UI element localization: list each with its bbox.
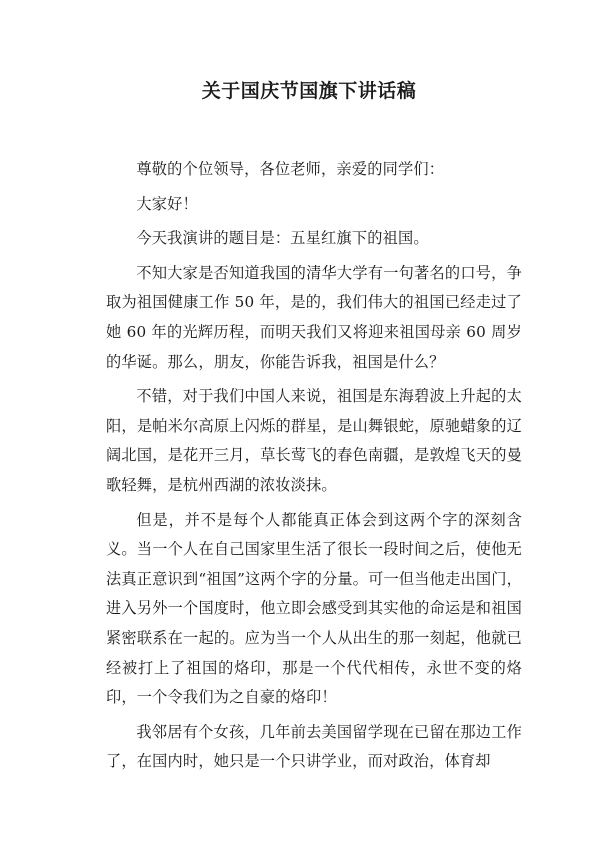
- document-body: [106, 155, 522, 777]
- paragraph-topic: 今天我演讲的题目是：五星红旗下的祖国。: [136, 229, 429, 248]
- paragraph-motherland: 不错，对于我们中国人来说，祖国是东海碧波上升起的太阳，是帕米尔高原上闪烁的群星，是山舞银蛇，原驰蜡象的辽阔北国，是花开三月，草长莺飞的春色南疆，是敦煌飞天的曼歌轻舞，是杭州西湖的浓妆淡抹。: [106, 387, 522, 494]
- document-title: 关于国庆节国旗下讲话稿: [201, 80, 417, 102]
- paragraph-neighbor: 我邻居有个女孩，几年前去美国留学现在已留在那边工作了，在国内时，她只是一个只讲学业，而对政治，体育却: [106, 722, 522, 771]
- paragraph-slogan: 不知大家是否知道我国的清华大学有一句著名的口号，争取为祖国健康工作 50 年，是的，我们伟大的祖国已经走过了她 60 年的光辉历程，而明天我们又将迎来祖国母亲 60 周岁的华诞。那么，朋友，你能告诉我，祖国是什么？: [106, 263, 522, 371]
- paragraph-meaning: 但是，并不是每个人都能真正体会到这两个字的深刻含义。当一个人在自己国家里生活了很长一段时间之后，使他无法真正意识到“祖国”这两个字的分量。可一但当他走出国门，进入另外一个国度时，他立即会感受到其实他的命运是和祖国紧密联系在一起的。应为当一个人从出生的那一刻起，他就已经被打上了祖国的烙印，那是一个代代相传，永世不变的烙印，一个令我们为之自豪的烙印！: [106, 510, 523, 707]
- paragraph-greeting: 大家好！: [136, 194, 198, 213]
- paragraph-salutation: 尊敬的个位领导，各位老师，亲爱的同学们：: [136, 160, 445, 178]
